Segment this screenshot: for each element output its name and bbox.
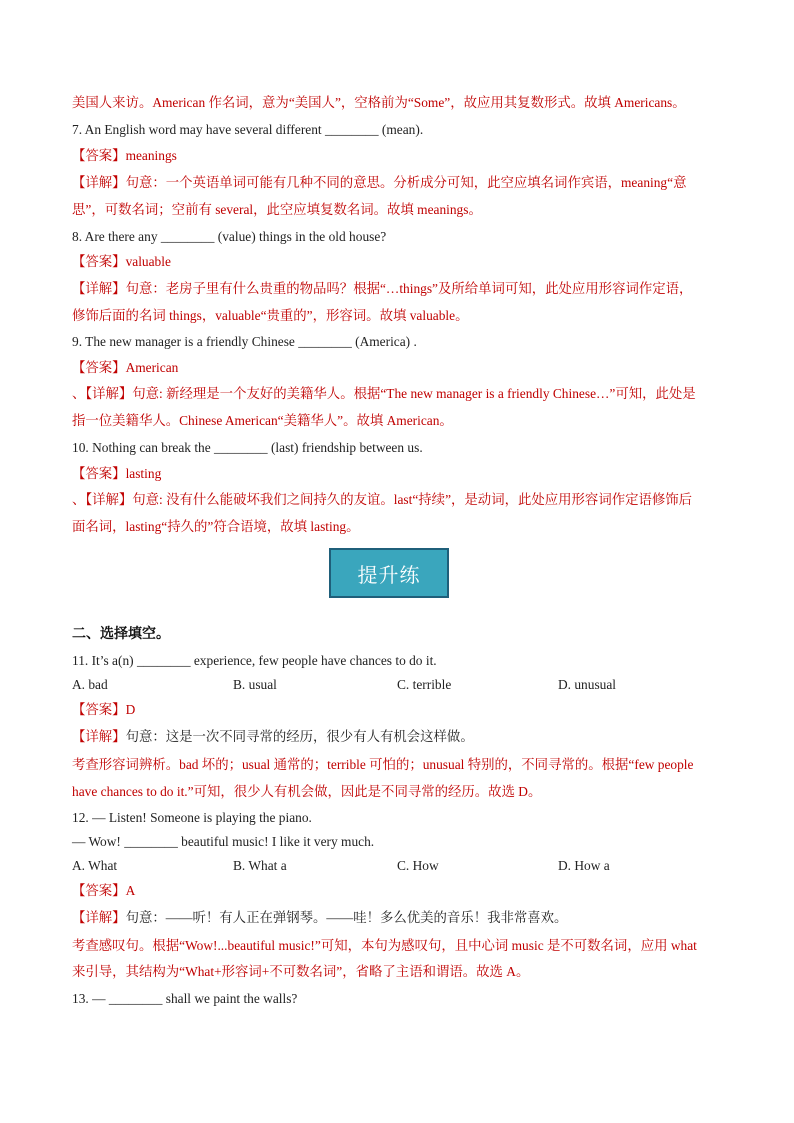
answer-tag: 【答案】 (72, 883, 126, 898)
detail-7-cont: 思”，可数名词；空前有 several，此空应填复数名词。故填 meanings。 (72, 202, 482, 217)
question-12-line1: 12. — Listen! Someone is playing the piano. (72, 810, 312, 825)
detail-12 (72, 909, 734, 927)
section-banner: 提升练 (329, 548, 449, 598)
detail-7 (72, 174, 734, 192)
detail-text: 句意：——听！有人正在弹钢琴。——哇！多么优美的音乐！我非常喜欢。 (125, 910, 568, 925)
answer-9 (72, 359, 734, 377)
detail-8-cont: 修饰后面的名词 things，valuable“贵重的”，形容词。故填 valuable。 (72, 308, 469, 323)
question-7: 7. An English word may have several different ________ (mean). (72, 122, 424, 137)
detail-text: 句意: 新经理是一个友好的美籍华人。根据“The new manager is a friendly Chinese…”可知，此处是 (132, 386, 696, 401)
option-c: C. terrible (397, 677, 452, 692)
answer-value: meanings (125, 148, 177, 163)
answer-value: valuable (125, 254, 171, 269)
option-a: A. bad (72, 677, 108, 692)
section-title: 二、选择填空。 (72, 626, 170, 642)
detail-tag: 【详解】 (85, 386, 133, 401)
detail-tag: 【详解】 (72, 910, 126, 925)
option-c: C. How (397, 858, 439, 873)
detail-tag: 【详解】 (72, 175, 126, 190)
detail-9 (72, 385, 734, 403)
question-8: 8. Are there any ________ (value) things in the old house? (72, 229, 387, 244)
answer-value: A (125, 883, 136, 898)
answer-tag: 【答案】 (72, 466, 126, 481)
question-11: 11. It’s a(n) ________ experience, few people have chances to do it. (72, 653, 437, 668)
answer-8 (72, 253, 734, 271)
detail-9-cont: 指一位美籍华人。Chinese American“美籍华人”。故填 American。 (72, 413, 453, 428)
answer-12 (72, 882, 734, 900)
detail-tag: 【详解】 (72, 281, 126, 296)
answer-value: D (125, 702, 136, 717)
option-b: B. usual (233, 677, 277, 692)
answer-tag: 【答案】 (72, 702, 126, 717)
detail-10-cont: 面名词，lasting“持久的”符合语境，故填 lasting。 (72, 519, 360, 534)
prefix-mark: 、 (72, 492, 86, 507)
detail-tag: 【详解】 (85, 492, 133, 507)
detail-text: 句意：老房子里有什么贵重的物品吗？根据“…things”及所给单词可知，此处应用形容词作定语， (125, 281, 693, 296)
detail-12-line3: 来引导，其结构为“What+形容词+不可数名词”，省略了主语和谓语。故选 A。 (72, 964, 530, 979)
detail-12-line2: 考查感叹句。根据“Wow!...beautiful music!”可知，本句为感叹句，且中心词 music 是不可数名词，应用 what (72, 938, 697, 953)
detail-text: 句意：这是一次不同寻常的经历，很少有人有机会这样做。 (125, 729, 474, 744)
detail-tag: 【详解】 (72, 729, 126, 744)
answer-10 (72, 465, 734, 483)
detail-11 (72, 728, 734, 746)
detail-text: 句意：一个英语单词可能有几种不同的意思。分析成分可知，此空应填名词作宾语，meaning“意 (125, 175, 687, 190)
detail-11-line2: 考查形容词辨析。bad 坏的；usual 通常的；terrible 可怕的；unusual 特别的，不同寻常的。根据“few people (72, 757, 694, 772)
answer-11 (72, 701, 734, 719)
option-d: D. unusual (558, 677, 617, 692)
answer-tag: 【答案】 (72, 360, 126, 375)
question-12-line2: — Wow! ________ beautiful music! I like it very much. (72, 834, 375, 849)
answer-tag: 【答案】 (72, 148, 126, 163)
detail-11-line3: have chances to do it.”可知，很少人有机会做，因此是不同寻常的经历。故选 D。 (72, 784, 542, 799)
question-10: 10. Nothing can break the ________ (last) friendship between us. (72, 440, 423, 455)
option-d: D. How a (558, 858, 610, 873)
option-a: A. What (72, 858, 118, 873)
question-13: 13. — ________ shall we paint the walls? (72, 991, 298, 1006)
question-9: 9. The new manager is a friendly Chinese ________ (America) . (72, 334, 417, 349)
detail-text: 句意: 没有什么能破坏我们之间持久的友谊。last“持续”，是动词，此处应用形容词作定语修饰后 (132, 492, 693, 507)
answer-tag: 【答案】 (72, 254, 126, 269)
option-b: B. What a (233, 858, 287, 873)
detail-8 (72, 280, 734, 298)
explanation-line: 美国人来访。American 作名词，意为“美国人”，空格前为“Some”，故应用其复数形式。故填 Americans。 (72, 95, 686, 110)
answer-7 (72, 147, 734, 165)
prefix-mark: 、 (72, 386, 86, 401)
answer-value: lasting (125, 466, 162, 481)
answer-value: American (125, 360, 179, 375)
detail-10 (72, 491, 734, 509)
